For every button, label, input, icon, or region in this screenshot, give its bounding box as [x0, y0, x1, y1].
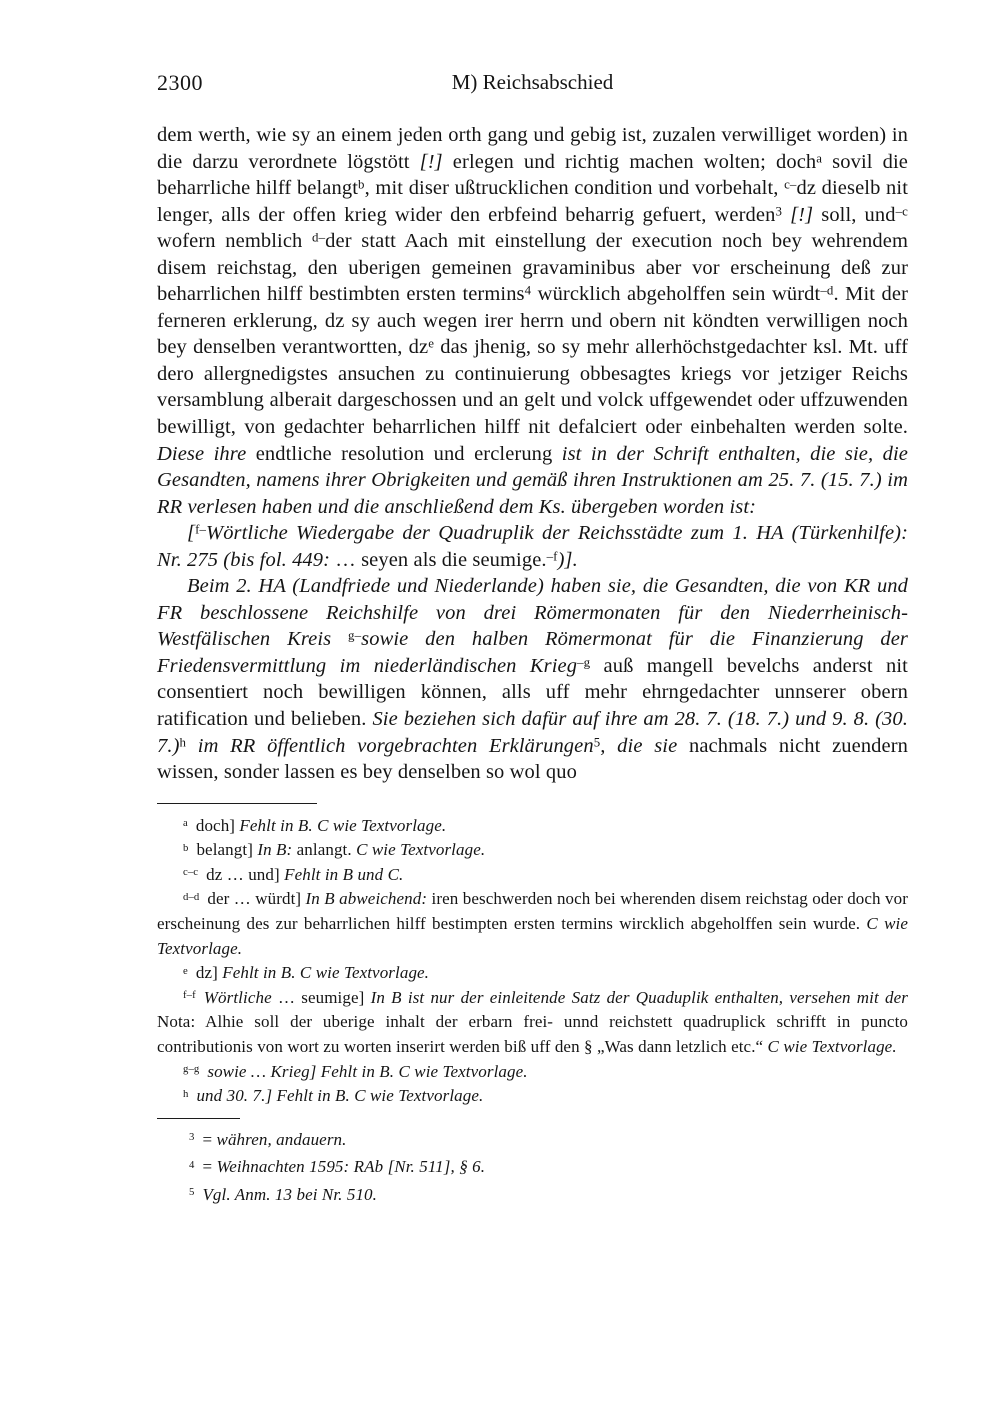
footnote-marker: g–g [183, 1063, 200, 1076]
footnote-text: doch] Fehlt in B. C wie Textvorlage. [195, 815, 447, 835]
footnote-c [157, 863, 908, 888]
footnote-b [157, 838, 908, 863]
footnote-marker: a [183, 817, 188, 830]
footnote-marker: e [183, 964, 188, 977]
footnote-g [157, 1060, 908, 1085]
footnote-a [157, 814, 908, 839]
page-header [157, 70, 908, 100]
footnote-marker: 4 [189, 1158, 195, 1171]
running-head: M) Reichsabschied [451, 70, 614, 94]
footnote-e [157, 961, 908, 986]
footnote-d [157, 887, 908, 961]
footnote-marker: h [183, 1087, 189, 1100]
footnote-separator [157, 803, 317, 804]
commentary-notes [157, 1126, 908, 1208]
paragraph-editorial-note: [$^{f-}$Wörtliche Wiedergabe der Quadruplik der Reichsstädte zum 1. HA (Türkenhilfe): Nr. 275 (bis fol. 449: … seyen als die seumige.$^{-f}$)]. [157, 521, 908, 571]
footnote-text: = Weihnachten 1595: RAb [Nr. 511], § 6. [202, 1157, 486, 1177]
footnote-text: = währen, andauern. [202, 1129, 347, 1149]
footnote-marker: 5 [189, 1186, 195, 1199]
footnote-marker: f–f [183, 989, 196, 1002]
footnote-text: der … würdt] In B abweichend: iren beschwerden noch bei wherenden disem reichstag oder doch vor erscheinung des zur beharrlichen hilff bestimpten ersten termins wircklich abgeholffen sein wurde. C wie Textvorlage. [157, 889, 908, 958]
critical-apparatus [157, 814, 908, 1109]
footnote-marker: d–d [183, 890, 200, 903]
footnote-5 [157, 1181, 908, 1208]
footnote-text: belangt] In B: anlangt. C wie Textvorlage. [196, 840, 486, 860]
page-number: 2300 [157, 70, 203, 95]
footnote-marker: b [183, 841, 189, 854]
footnote-h [157, 1084, 908, 1109]
numbered-footnote-separator [157, 1118, 240, 1119]
footnote-3 [157, 1126, 908, 1153]
footnote-text: Wörtliche … seumige] In B ist nur der einleitende Satz der Quaduplik enthalten, versehen mit der Nota: Alhie soll der uberige inhalt der erbarn frei- unnd reichstett quadruplick schrifft in puncto contributionis von wort zu worten inserirt werden biß uff den § „Was dann letzlich etc.“ C wie Textvorlage. [157, 987, 908, 1057]
footnote-text: dz] Fehlt in B. C wie Textvorlage. [195, 963, 430, 983]
main-text [157, 122, 908, 786]
footnote-text: und 30. 7.] Fehlt in B. C wie Textvorlage. [196, 1086, 484, 1106]
paragraph-continued: dem werth, wie sy an einem jeden orth gang und gebig ist, zuzalen verwilliget worden) in die darzu verordnete lögstött [!] erlegen und richtig machen wolten; doch$^a$ sovil die beharrliche hilff belangt$^b$, mit diser ußtrucklichen condition und vorbehalt, $^{c-}$dz dieselb nit lenger, alls der offen krieg wider den erbfeind beharrig gefuert, werden$^3$ [!] soll, und$^{-c}$ wofern nemblich $^{d-}$der statt Aach mit einstellung der execution noch bey wehrendem disem reichstag, den uberigen gemeinen gravaminibus aber vor erscheinung deß zur beharrlichen hilff bestimbten ersten termins$^4$ würcklich abgeholffen sein würdt$^{-d}$. Mit der ferneren erklerung, dz sy auch wegen irer herrn und obern nit köndten verwilligen noch bey denselben verantwortten, $dz^e$ das jhenig, so sy mehr allerhöchstgedachter ksl. Mt. uff dero allergnedigstes ansuchen zu continuierung obbesagtes kriegs vor jetziger Reichs versamblung alberait dargeschossen und an gelt und volck uffgewendet oder uffzuwenden bewilligt, von gedachter beharrlichen hilff nit defalciert oder einbehalten werden solte. Diese ihre endtliche resolution und erclerung ist in der Schrift enthalten, die sie, die Gesandten, namens ihrer Obrigkeiten und gemäß ihren Instruktionen am 25. 7. (15. 7.) im RR verlesen haben und die anschließend dem Ks. übergeben worden ist: [157, 124, 909, 518]
footnote-text: dz … und] Fehlt in B und C. [206, 864, 404, 884]
paragraph-second-ha: Beim 2. HA (Landfriede und Niederlande) haben sie, die Gesandten, die von KR und FR beschlossene Reichshilfe von drei Römermonaten für den Niederrheinisch-Westfälischen Kreis $^{g-}$sowie den halben Römermonat für die Finanzierung der Friedensvermittlung im niederländischen Krieg$^{-g}$ auß mangell bevelchs anderst nit consentiert noch bewilligen können, alls uff mehr ehrngedachter unnserer obern ratification und belieben. Sie beziehen sich dafür auf ihre am 28. 7. (18. 7.) und 9. 8. (30. 7.)$^h$ im RR öffentlich vorgebrachten Erklärungen$^5$, die sie nachmals nicht zuendern wissen, sonder lassen es bey denselben so wol quo [157, 575, 908, 784]
footnote-4 [157, 1153, 908, 1180]
footnote-text: sowie … Krieg] Fehlt in B. C wie Textvorlage. [207, 1061, 528, 1081]
footnote-marker: 3 [189, 1131, 195, 1144]
footnote-f [157, 986, 908, 1060]
footnote-marker: c–c [183, 866, 199, 879]
footnote-text: Vgl. Anm. 13 bei Nr. 510. [202, 1184, 378, 1204]
